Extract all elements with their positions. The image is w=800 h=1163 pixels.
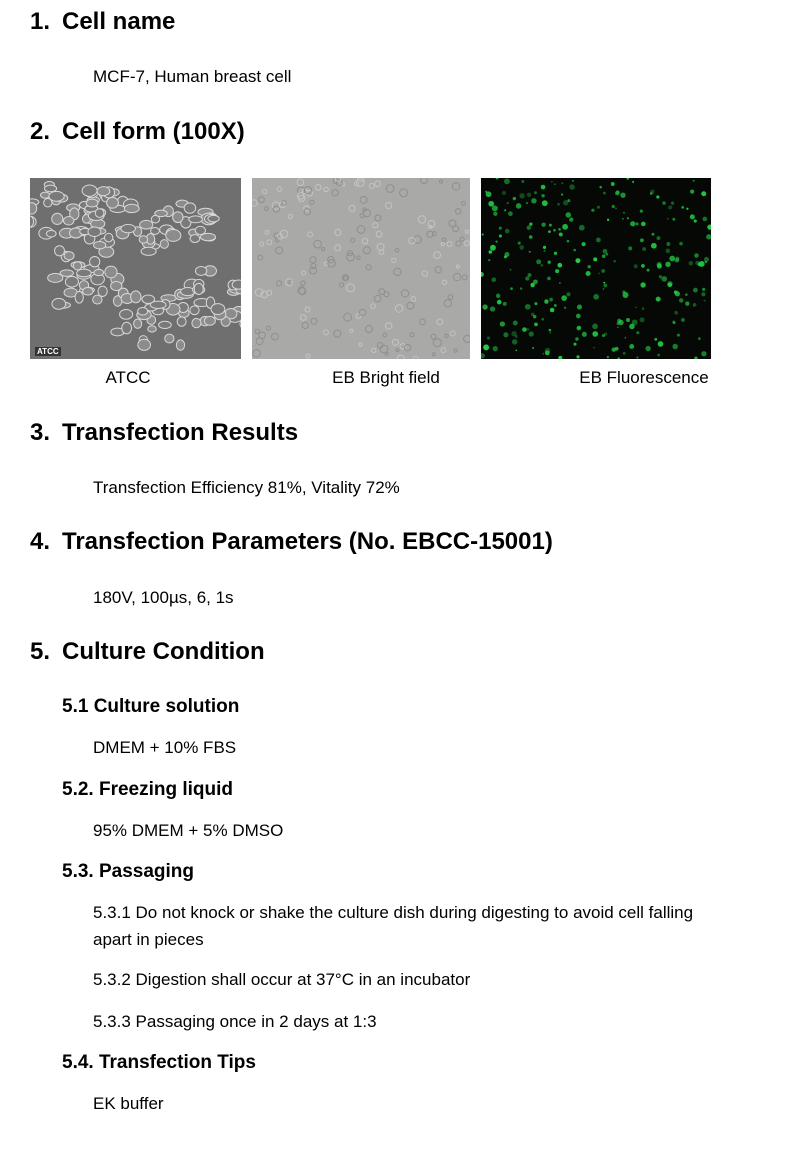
caption-fluorescence: EB Fluorescence [579, 368, 709, 387]
subsection-5-4-title: 5.4. Transfection Tips [62, 1052, 256, 1073]
section-title: Transfection Parameters (No. EBCC-15001) [62, 528, 553, 555]
transfection-results-text: Transfection Efficiency 81%, Vitality 72% [93, 478, 400, 497]
section-number: 3. [30, 419, 51, 446]
caption-bright-field: EB Bright field [332, 368, 440, 387]
section-2-heading [30, 118, 530, 148]
section-3-heading [30, 419, 530, 449]
section-title: Culture Condition [62, 638, 265, 665]
section-title: Cell form (100X) [62, 118, 245, 145]
section-title: Cell name [62, 8, 176, 35]
subsection-5-2-title: 5.2. Freezing liquid [62, 779, 234, 800]
passaging-item-1-continued: apart in pieces [93, 930, 204, 949]
passaging-item-3: 5.3.3 Passaging once in 2 days at 1:3 [93, 1012, 377, 1031]
passaging-item-1: 5.3.1 Do not knock or shake the culture dish during digesting to avoid cell falling [93, 903, 694, 922]
section-1-heading [30, 8, 530, 38]
transfection-parameters-text: 180V, 100µs, 6, 1s [93, 588, 234, 607]
transfection-tips-text: EK buffer [93, 1094, 164, 1113]
bright-field-image [252, 178, 470, 359]
passaging-item-2: 5.3.2 Digestion shall occur at 37°C in an incubator [93, 970, 471, 989]
subsection-5-3-title: 5.3. Passaging [62, 861, 195, 882]
caption-atcc: ATCC [105, 368, 151, 387]
subsection-5-1-title: 5.1 Culture solution [62, 696, 240, 717]
section-5-heading [30, 638, 530, 668]
atcc-watermark: ATCC [37, 347, 59, 356]
freezing-liquid-text: 95% DMEM + 5% DMSO [93, 821, 284, 840]
section-number: 2. [30, 118, 51, 145]
section-number: 4. [30, 528, 51, 555]
cell-name-text: MCF-7, Human breast cell [93, 67, 292, 86]
section-title: Transfection Results [62, 419, 299, 446]
section-number: 1. [30, 8, 51, 35]
section-4-heading [30, 528, 630, 558]
fluorescence-image [481, 178, 711, 359]
section-number: 5. [30, 638, 51, 665]
atcc-phase-contrast-image [30, 178, 241, 359]
culture-solution-text: DMEM + 10% FBS [93, 738, 237, 757]
